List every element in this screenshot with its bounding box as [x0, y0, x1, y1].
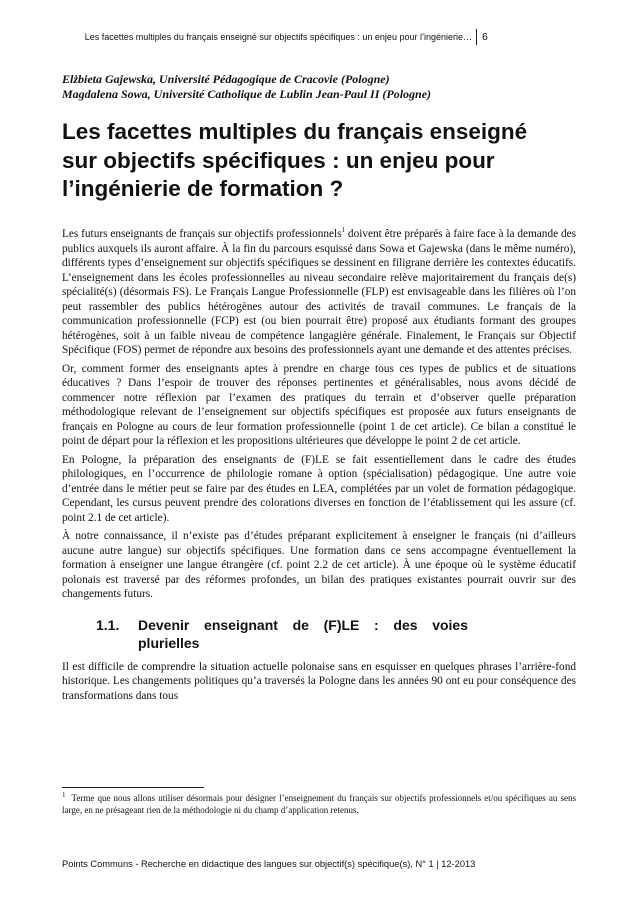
section-heading	[62, 616, 576, 654]
paragraph-2: Or, comment former des enseignants aptes à prendre en charge tous ces types de publics et de situations éducatives ? Dans l’espoir de trouver des réponses pertinentes et généralisables, nous avons décidé de commencer notre réflexion par l’examen des pratiques du terrain et d’observer quelle préparation méthodologique relevant de l’enseignement sur objectifs spécifiques est proposée aux futurs enseignants de français en Pologne au cours de leur formation professionnelle (point 1 de cet article). Ce bilan a constitué le point de départ pour la réflexion et les propositions ultérieures que développe le point 2 de cet article.	[62, 362, 576, 447]
paragraph-1	[62, 227, 576, 358]
page-footer: Points Communs - Recherche en didactique des langues sur objectif(s) spécifique(s), N° 1 | 12-2013	[62, 859, 476, 869]
footnote-text: Terme que nous allons utiliser désormais pour désigner l’enseignement du français sur objectifs professionnels et/ou spécifiques au sens large, en ne présageant rien de la méthodologie ni du champ d’application retenus.	[62, 793, 576, 815]
paragraph-4: À notre connaissance, il n’existe pas d’études préparant explicitement à enseigner le français (ni d’ailleurs aucune autre langue) sur objectifs spécifiques. Une formation dans ce sens accompagne éventuellement la formation à enseigner une langue étrangère (cf. point 2.2 de cet article). À une époque où le système éducatif polonais est traversé par des réformes profondes, un bilan des pratiques existantes pourrait ouvrir sur des changements futurs.	[62, 530, 576, 600]
author-line-1: Elżbieta Gajewska, Université Pédagogique de Cracovie (Pologne)	[62, 72, 390, 86]
article-title: Les facettes multiples du français enseigné sur objectifs spécifiques : un enjeu pour l’ingénierie de formation ?	[62, 119, 528, 201]
paragraph-3: En Pologne, la préparation des enseignants de (F)LE se fait essentiellement dans le cadre des études philologiques, en l’occurrence de philologie romane à option (spécialisation) pédagogique. Une autre voie d’entrée dans le métier peut se faire par des études en LEA, complétées par un volet de formation pédagogique. Cependant, les cursus peuvent prendre des colorations diverses en fonction de l’établissement qui les assure (cf. point 2.1 de cet article).	[62, 453, 576, 524]
section-number: 1.1.	[96, 616, 120, 633]
paragraph-5: Il est difficile de comprendre la situation actuelle polonaise sans en esquisser en quelques phrases l’arrière-fond historique. Les changements politiques qu’a traversés la Pologne dans les années 90 ont eu pour conséquence des transformations dans tous	[62, 660, 576, 702]
header-separator	[476, 29, 477, 45]
paragraph-1-start: Les futurs enseignants de français sur objectifs professionnels	[62, 228, 342, 240]
footnote-mark: 1	[62, 791, 66, 799]
section-title: Devenir enseignant de (F)LE : des voies plurielles	[138, 616, 468, 651]
paragraph-1-rest: doivent être préparés à faire face à la demande des publics auxquels ils auront affaire. À la fin du parcours esquissé dans Sowa et Gajewska (dans le même numéro), différents types d’enseignement sur objectifs spécifiques se dessinent en filigrane derrière les contextes éducatifs. L’enseignement dans les écoles professionnelles au niveau secondaire relève majoritairement du français de(s) spécialité(s) (désormais FS). Le Français Langue Professionnelle (FLP) est envisageable dans les filières où l’on peut rassembler des publics hétérogènes autour des activités de travail communes. Le français de la communication professionnelle (FCP) est (ou bien pourrait être) proposé aux étudiants formant des groupes hétérogènes, soit à un faible niveau de compétence langagière générale. Finalement, le Français sur Objectif Spécifique (FOS) permet de répondre aux besoins des professionnels ayant une demande et des attentes précises.	[62, 228, 577, 356]
page-number: 6	[482, 31, 488, 43]
footnote	[62, 792, 576, 816]
author-line-2: Magdalena Sowa, Université Catholique de Lublin Jean-Paul II (Pologne)	[62, 87, 432, 101]
running-title: Les facettes multiples du français enseigné sur objectifs spécifiques : un enjeu pour l’ingénierie…	[84, 32, 472, 42]
author-affiliations	[62, 72, 502, 102]
footnote-reference[interactable]: 1	[341, 226, 346, 235]
running-header	[0, 29, 638, 45]
article-body	[62, 227, 576, 707]
footnote-rule	[62, 787, 204, 788]
